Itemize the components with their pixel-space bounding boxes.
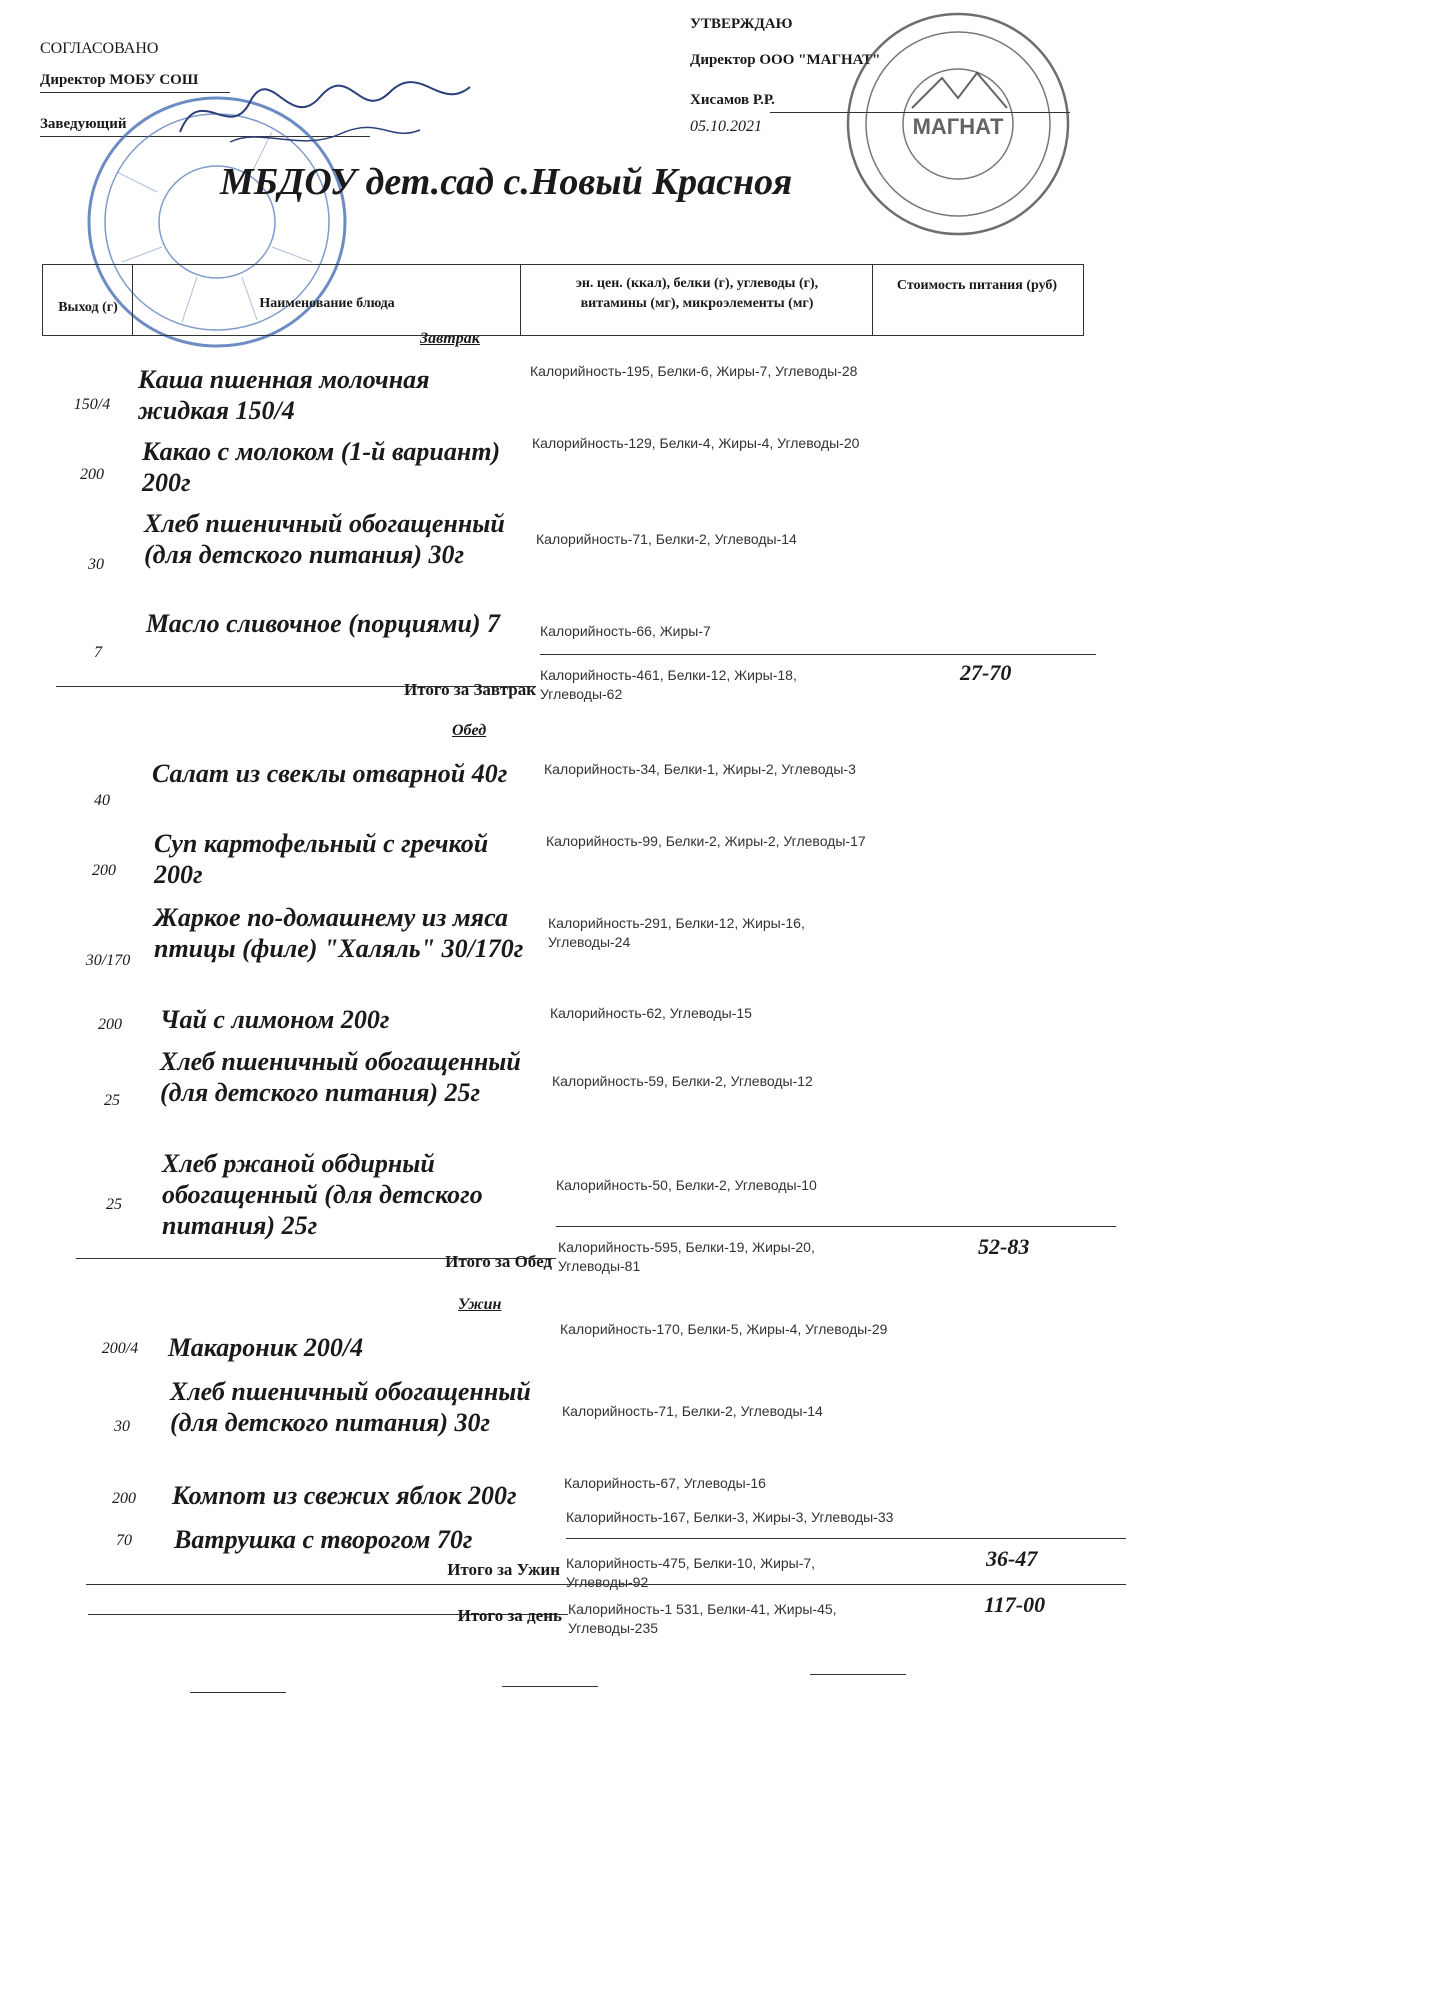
item-nutrition: Калорийность-195, Белки-6, Жиры-7, Углеводы-28 [530,363,858,379]
right-stamp-text: МАГНАТ [912,114,1004,139]
approval-date: 05.10.2021 [690,118,762,135]
item-nutrition: Калорийность-167, Белки-3, Жиры-3, Углеводы-33 [566,1509,894,1525]
section-title-lunch: Обед [452,722,487,739]
item-name: Хлеб пшеничный обогащенный (для детского питания) 30г [144,509,505,569]
signature-scribble [170,72,490,162]
item-nutrition: Калорийность-50, Белки-2, Углеводы-10 [556,1177,817,1193]
item-nutrition: Калорийность-59, Белки-2, Углеводы-12 [552,1073,813,1089]
row-divider [556,1226,1116,1227]
item-qty: 7 [94,644,102,661]
total-nutrition-breakfast: Калорийность-461, Белки-12, Жиры-18, Углеводы-62 [540,667,797,702]
row-divider [566,1584,1126,1585]
row-divider [540,654,1096,655]
item-nutrition: Калорийность-34, Белки-1, Жиры-2, Углеводы-3 [544,761,856,777]
total-label-breakfast: Итого за Завтрак [403,680,536,699]
item-name: Салат из свеклы отварной 40г [152,759,508,788]
item-nutrition: Калорийность-291, Белки-12, Жиры-16, Углеводы-24 [548,915,805,950]
item-qty: 200/4 [101,1340,139,1357]
total-cost-lunch: 52-83 [978,1234,1030,1259]
item-name: Компот из свежих яблок 200г [172,1481,517,1510]
total-nutrition-lunch: Калорийность-595, Белки-19, Жиры-20, Углеводы-81 [558,1239,815,1274]
item-qty: 40 [94,792,110,809]
column-header-dish: Наименование блюда [259,296,395,311]
total-nutrition-dinner: Калорийность-475, Белки-10, Жиры-7, Углеводы-92 [566,1555,816,1590]
item-nutrition: Калорийность-67, Углеводы-16 [564,1475,766,1491]
item-nutrition: Калорийность-71, Белки-2, Углеводы-14 [536,531,797,547]
bottom-line [502,1686,598,1687]
item-name: Хлеб пшеничный обогащенный (для детского питания) 25г [160,1047,521,1107]
item-qty: 200 [98,1016,122,1033]
item-name: Макароник 200/4 [168,1333,364,1362]
header-divider [132,264,133,336]
section-title-breakfast: Завтрак [420,330,480,347]
right-director-label: Директор ООО "МАГНАТ" [690,52,881,68]
item-name: Суп картофельный с гречкой 200г [154,829,489,889]
header-divider [520,264,521,336]
organization-stamp-right [842,8,1074,240]
total-cost-day: 117-00 [984,1592,1046,1617]
item-name: Жаркое по-домашнему из мяса птицы (филе) "Халяль" 30/170г [154,903,524,963]
column-header-nutrition: эн. цен. (ккал), белки (г), углеводы (г), [575,276,819,291]
agreed-label: СОГЛАСОВАНО [40,40,159,57]
item-qty: 70 [116,1532,132,1549]
right-name-label: Хисамов Р.Р. [690,92,775,108]
left-head-label: Заведующий [40,116,127,132]
bottom-line [190,1692,286,1693]
item-qty: 200 [112,1490,136,1507]
item-qty: 25 [104,1092,120,1109]
item-qty: 25 [106,1196,122,1213]
item-qty: 150/4 [73,396,111,413]
item-nutrition: Калорийность-71, Белки-2, Углеводы-14 [562,1403,823,1419]
item-nutrition: Калорийность-129, Белки-4, Жиры-4, Углеводы-20 [532,435,860,451]
row-divider [86,1584,566,1585]
item-nutrition: Калорийность-62, Углеводы-15 [550,1005,752,1021]
total-cost-breakfast: 27-70 [960,660,1012,685]
bottom-line [810,1674,906,1675]
approve-label: УТВЕРЖДАЮ [690,16,793,32]
column-header-yield: Выход (г) [58,300,118,315]
page-title: МБДОУ дет.сад с.Новый Красноя [220,161,793,203]
item-qty: 30/170 [85,952,131,969]
total-label-lunch: Итого за Обед [445,1252,552,1271]
item-name: Чай с лимоном 200г [160,1005,390,1034]
column-header-cost: Стоимость питания (руб) [896,278,1058,293]
total-nutrition-day: Калорийность-1 531, Белки-41, Жиры-45, Углеводы-235 [568,1601,837,1636]
item-qty: 30 [114,1418,130,1435]
item-name: Хлеб ржаной обдирный обогащенный (для детского питания) 25г [162,1149,483,1240]
total-cost-dinner: 36-47 [986,1546,1038,1571]
total-label-day: Итого за день [457,1606,562,1625]
item-name: Хлеб пшеничный обогащенный (для детского питания) 30г [170,1377,531,1437]
header-divider [872,264,873,336]
item-name: Каша пшенная молочная жидкая 150/4 [138,365,430,425]
item-qty: 200 [80,466,104,483]
item-name: Какао с молоком (1-й вариант) 200г [142,437,501,497]
item-nutrition: Калорийность-99, Белки-2, Жиры-2, Углеводы-17 [546,833,866,849]
item-nutrition: Калорийность-66, Жиры-7 [540,623,711,639]
column-header-nutrition-2: витамины (мг), микроэлементы (мг) [580,296,814,311]
item-name: Масло сливочное (порциями) 7 [146,609,501,638]
item-nutrition: Калорийность-170, Белки-5, Жиры-4, Углеводы-29 [560,1321,888,1337]
total-label-dinner: Итого за Ужин [447,1560,560,1579]
section-title-dinner: Ужин [458,1296,502,1313]
row-divider [566,1538,1126,1539]
left-director-label: Директор МОБУ СОШ [40,72,199,88]
item-qty: 200 [92,862,116,879]
item-name: Ватрушка с творогом 70г [174,1525,473,1554]
item-qty: 30 [88,556,104,573]
